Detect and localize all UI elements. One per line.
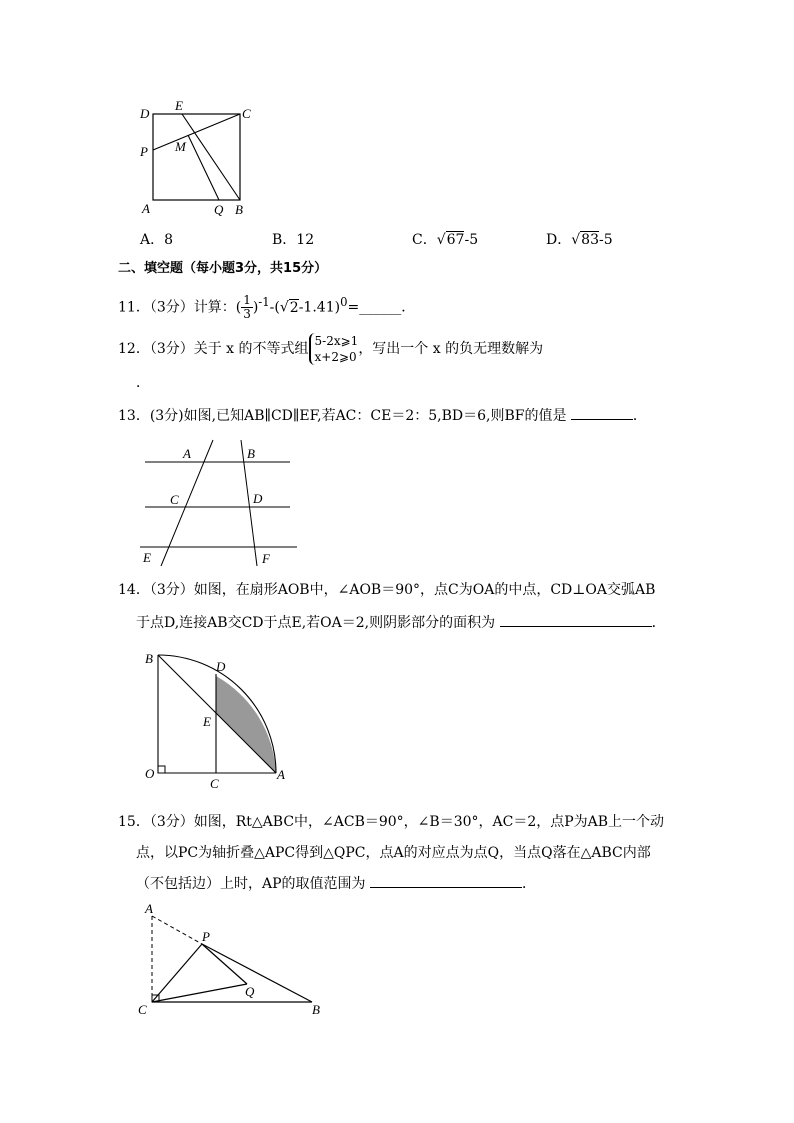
q11-tail: -1.41) [298,299,341,316]
q11-end: =______． [347,299,416,316]
label-d: D [216,659,226,674]
label-d: D [140,106,150,121]
label-e: E [175,98,183,113]
q14-answer-blank[interactable] [500,612,652,627]
label-e: E [143,550,151,565]
question-15-line2: 点，以PC为轴折叠△APC得到△QPC，点A的对应点为点Q，当点Q落在△ABC内部 [136,845,651,861]
q15-end: ． [521,876,536,892]
label-e: E [203,714,211,729]
label-q: Q [245,984,255,999]
label-a: A [277,767,285,782]
label-o: O [145,766,155,781]
label-b: B [247,446,255,461]
option-c-suffix: -5 [464,232,479,248]
label-b: B [235,202,243,217]
question-11: 11．（3分）计算：( $\frac{1}{3}$ )$^{-1}-(√2-1.41)^0=\_\_\_\_\_\_$． [118,293,416,322]
question-14-line2 [136,612,666,633]
label-q: Q [214,202,224,217]
question-14-line1: 14．（3分）如图，在扇形AOB中，∠AOB＝90°，点C为OA的中点，CD⊥OA交弧AB [118,582,656,598]
label-b: B [145,651,153,666]
label-c: C [170,492,179,507]
label-p: P [202,929,210,944]
label-f: F [262,551,270,566]
q12-ineq1: 5-2x⩾1 [314,334,359,348]
question-12 [118,333,543,365]
q14-end: ． [651,615,666,631]
section-title: 二、填空题（每小题3分，共15分） [118,261,328,276]
option-c-prefix: C． [412,232,437,248]
figure-q13-parallel-lines [135,435,305,570]
q13-answer-blank[interactable] [571,405,633,420]
label-d: D [253,491,263,506]
q15-answer-blank[interactable] [370,873,522,888]
question-15-line1: 15．（3分）如图，Rt△ABC中，∠ACB＝90°，∠B＝30°，AC＝2，点P为AB上一个动 [118,814,665,830]
figure-q15-triangle [135,898,335,1023]
option-c-radicand: 67 [446,232,465,248]
q13-end: ． [632,408,647,424]
q11-frac-num: 1 [243,293,251,308]
q11-exp2: 0 [340,295,348,309]
q13-text: 13．(3分)如图,已知AB∥CD∥EF,若AC：CE＝2：5,BD＝6,则BF的值是 [118,408,567,424]
question-13 [118,405,647,426]
q11-prefix: 11．（3分）计算：( [118,299,242,316]
label-c: C [138,1002,147,1017]
label-c: C [242,106,251,121]
option-a[interactable]: A．8 [140,232,174,248]
label-m: M [175,139,186,154]
q11-exp1: -1 [258,295,270,309]
q12-ineq2: x+2⩾0 [314,350,357,364]
q14-line2-text: 于点D,连接AB交CD于点E,若OA＝2,则阴影部分的面积为 [136,615,496,631]
q11-radicand: 2 [289,299,299,316]
option-d-prefix: D． [546,232,572,248]
figure-q14-sector [140,648,290,793]
label-p: P [140,144,148,159]
option-d[interactable]: D．√83-5 [546,232,613,248]
q12-prefix: 12．（3分）关于 x 的不等式组 [118,341,309,357]
q11-mid2: -( [269,299,280,316]
label-a: A [145,901,153,916]
q15-line3-text: （不包括边）上时，AP的取值范围为 [136,876,366,892]
option-d-radicand: 83 [581,232,599,248]
q12-inequality-system [309,333,359,365]
q11-fraction [241,294,253,321]
figure-q10-square [135,98,260,220]
q12-line2: ． [136,375,150,391]
q12-suffix: ，写出一个 x 的负无理数解为 [358,341,544,357]
label-a: A [183,446,191,461]
option-c[interactable]: C．√67-5 [412,232,479,248]
label-b: B [312,1002,320,1017]
q11-frac-den: 3 [243,307,251,322]
label-a: A [142,201,150,216]
q11-mid: ) [252,299,259,316]
question-15-line3 [136,873,536,894]
option-d-suffix: -5 [598,232,613,248]
option-b[interactable]: B．12 [272,232,315,248]
label-c: C [210,776,219,791]
